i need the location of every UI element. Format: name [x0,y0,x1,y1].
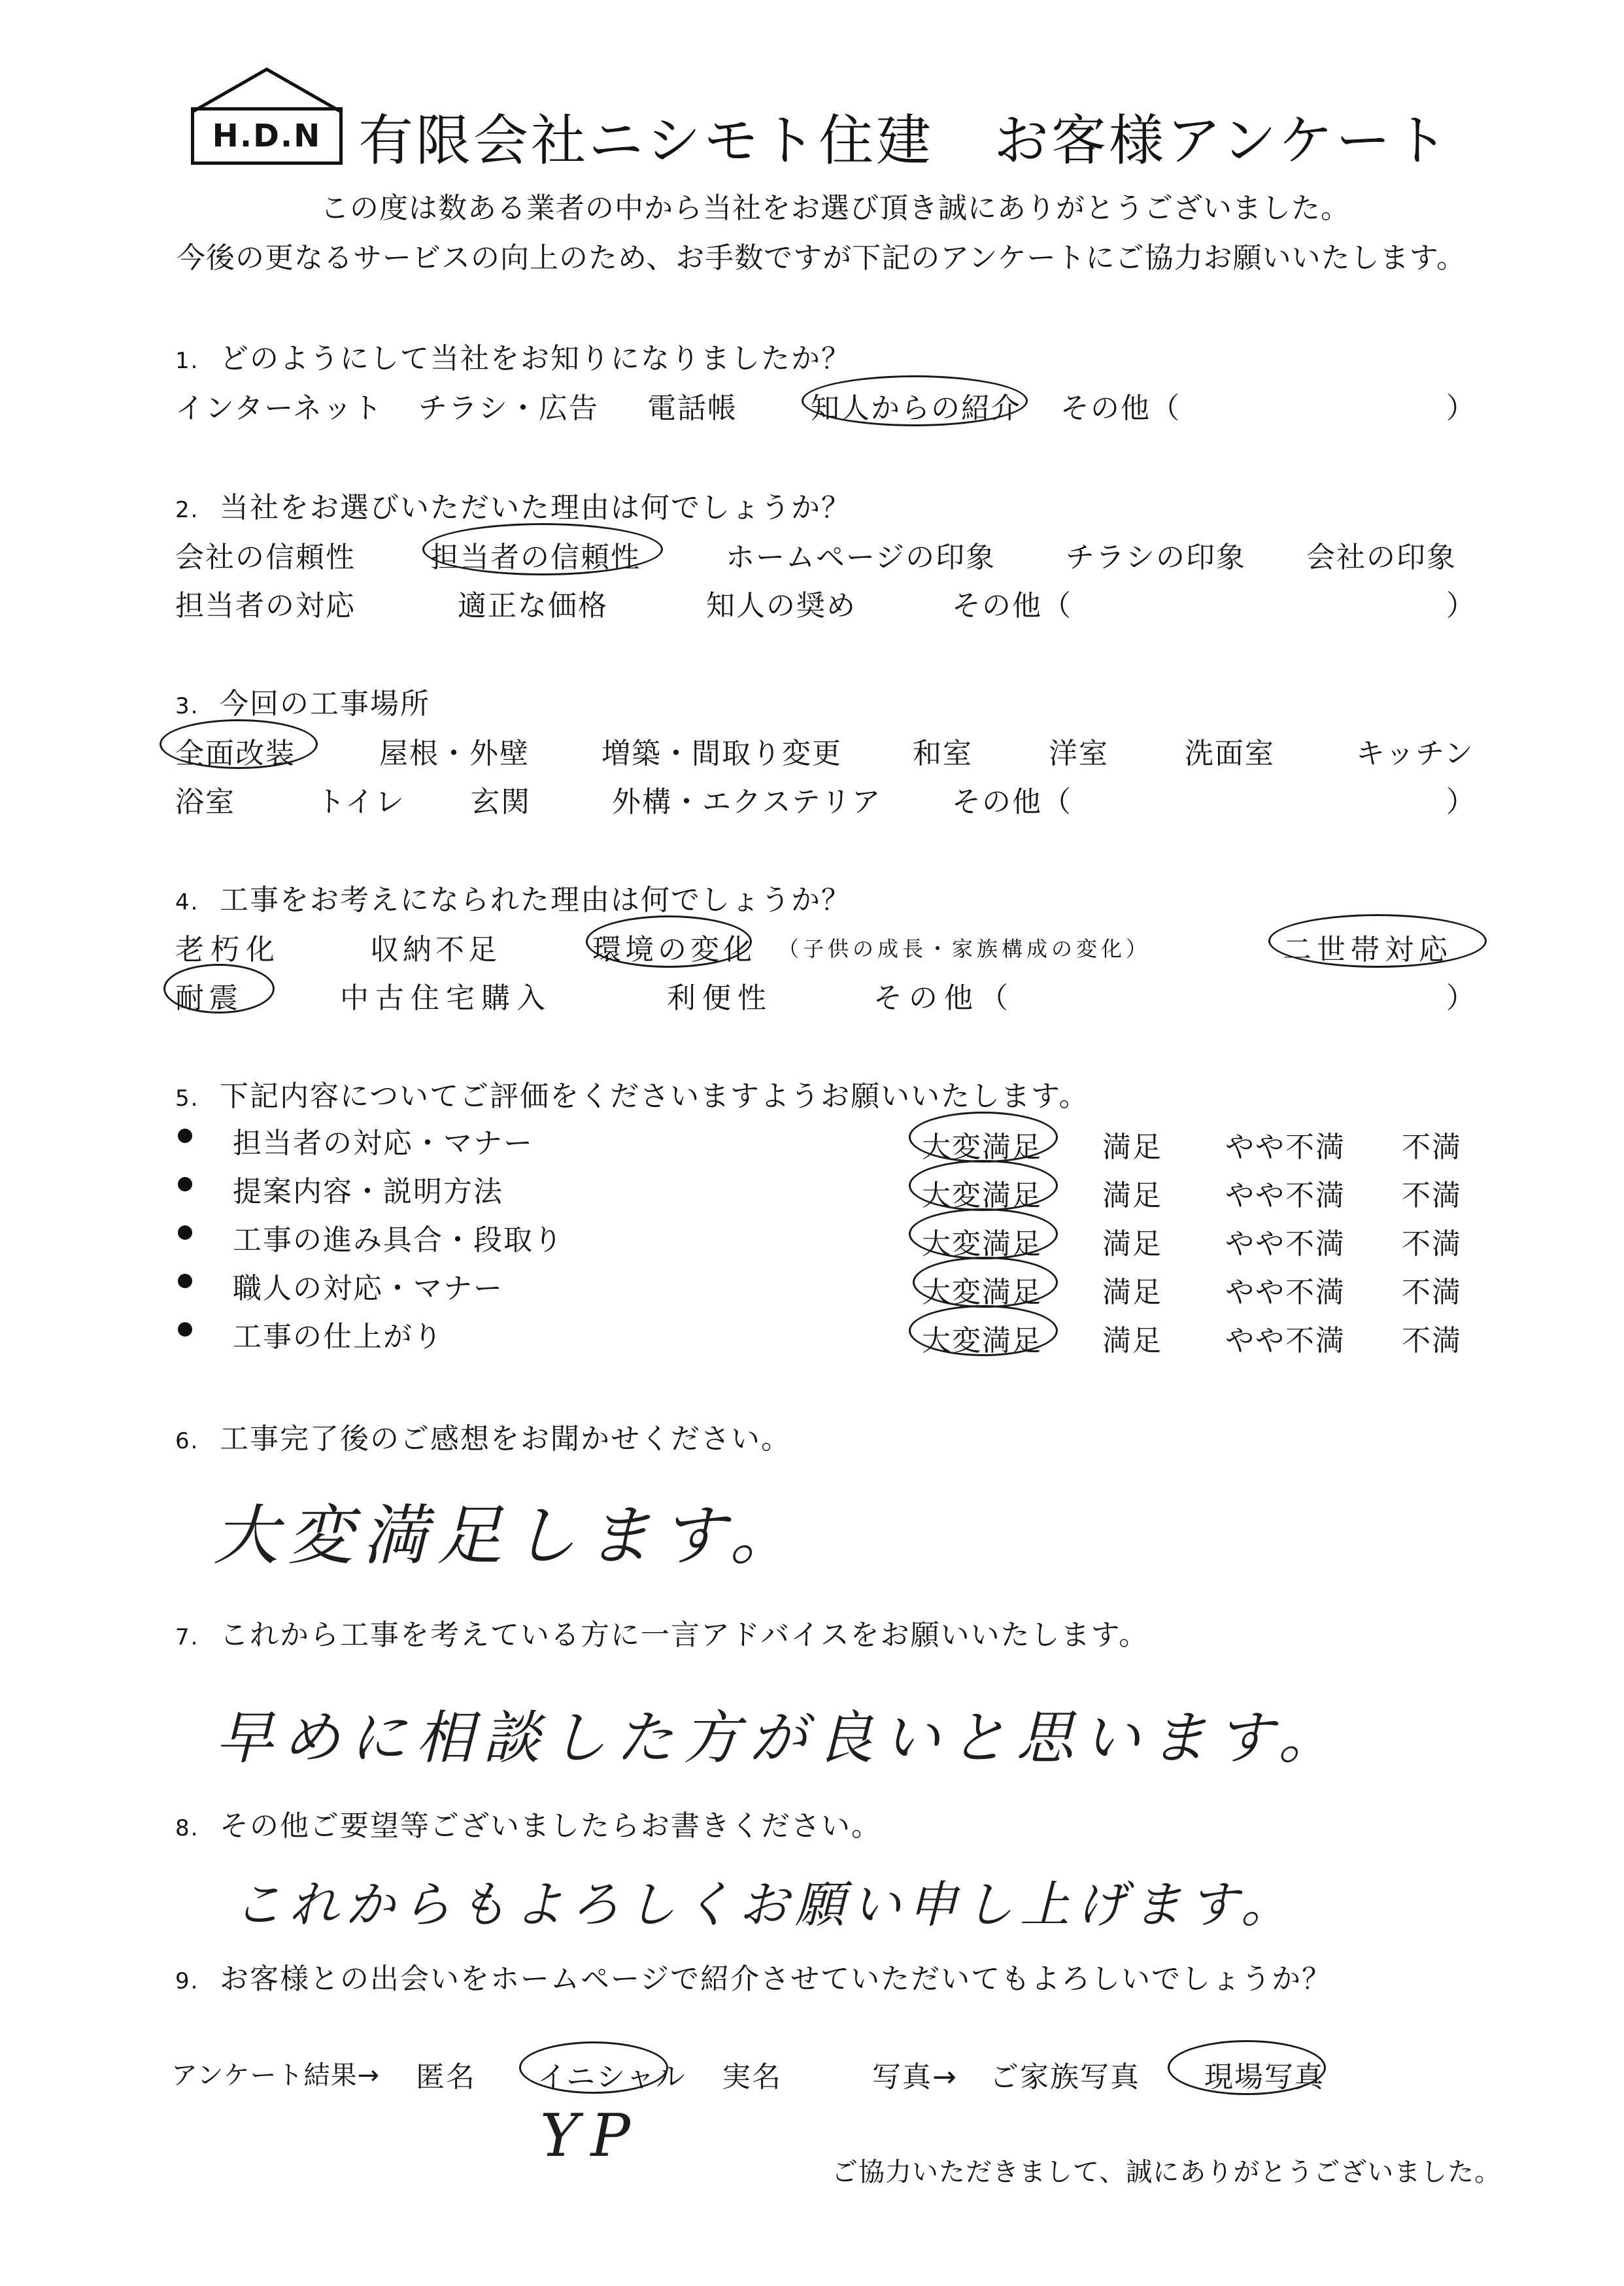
q1-option[interactable]: 電話帳 [647,392,737,425]
q3-question [175,680,430,722]
q4-selection-circle-1 [586,915,752,968]
q6-number: 6. [175,1428,199,1454]
rating-selection-circle [909,1112,1058,1163]
q7-question [175,1611,1149,1653]
q2-number: 2. [175,497,199,523]
q4-option[interactable]: 収納不足 [370,933,501,966]
rating-selection-circle [909,1208,1058,1259]
closing-message: ご協力いただきまして、誠にありがとうございました。 [832,2157,1502,2187]
q4-option[interactable]: 老朽化 [175,933,281,966]
rating-somewhat-dissatisfied[interactable]: やや不満 [1225,1179,1345,1212]
rating-dissatisfied[interactable]: 不満 [1402,1179,1462,1212]
q5-text: 下記内容についてご評価をくださいますようお願いいたします。 [220,1080,1089,1113]
q5-number: 5. [175,1085,199,1112]
bullet-icon [178,1177,192,1191]
q3-option[interactable]: 洗面室 [1185,737,1275,770]
q4-option-selected[interactable]: 耐震 [175,981,243,1015]
rating-very-satisfied-selected[interactable]: 大変満足 [922,1131,1042,1164]
rating-very-satisfied-selected[interactable]: 大変満足 [922,1324,1042,1357]
rating-dissatisfied[interactable]: 不満 [1402,1324,1462,1357]
q4-selection-circle-3 [163,964,275,1014]
q3-option[interactable]: 外構・エクステリア [612,785,882,819]
q5-item: 提案内容・説明方法 [233,1175,503,1208]
q5-item: 職人の対応・マナー [233,1272,503,1305]
paren-close: ） [1446,392,1476,425]
q4-option-note: （子供の成長・家族構成の変化） [778,936,1151,961]
q3-option[interactable]: キッチン [1356,737,1474,770]
q9-photo-option[interactable]: ご家族写真 [990,2060,1140,2094]
q9-photo-label: 写真→ [872,2060,958,2094]
q3-text: 今回の工事場所 [220,687,430,721]
rating-satisfied[interactable]: 満足 [1102,1276,1162,1309]
rating-selection-circle [909,1160,1058,1211]
q3-option-other[interactable]: その他（ [952,785,1072,819]
rating-satisfied[interactable]: 満足 [1102,1131,1162,1164]
rating-dissatisfied[interactable]: 不満 [1402,1131,1462,1164]
q4-option-selected[interactable]: 二世帯対応 [1283,933,1453,966]
intro-line-1: この度は数ある業者の中から当社をお選び頂き誠にありがとうございました。 [320,192,1350,225]
paren-close: ） [1446,589,1476,623]
bullet-icon [178,1129,192,1143]
q7-text: これから工事を考えている方に一言アドバイスをお願いいたします。 [220,1618,1149,1652]
q1-option-other[interactable]: その他（ [1060,392,1181,425]
q6-handwritten-answer: 大変満足します。 [213,1497,804,1574]
q2-option[interactable]: 会社の印象 [1306,541,1457,574]
q2-option[interactable]: ホームページの印象 [726,541,996,574]
q1-selection-circle [802,375,1028,426]
q9-result-label: アンケート結果→ [171,2060,381,2090]
q4-option-other[interactable]: その他（ [873,981,1015,1015]
q4-option[interactable]: 中古住宅購入 [340,981,552,1015]
rating-very-satisfied-selected[interactable]: 大変満足 [922,1227,1042,1261]
rating-very-satisfied-selected[interactable]: 大変満足 [922,1179,1042,1212]
q3-option-selected[interactable]: 全面改装 [175,737,296,770]
q2-option[interactable]: チラシの印象 [1066,541,1246,574]
q3-option[interactable]: トイレ [316,785,405,819]
bullet-icon [178,1274,192,1288]
q3-number: 3. [175,693,199,719]
q8-handwritten-answer: これからもよろしくお願い申し上げます。 [233,1875,1297,1934]
rating-satisfied[interactable]: 満足 [1102,1227,1162,1261]
rating-dissatisfied[interactable]: 不満 [1402,1276,1462,1309]
q9-selection-circle-2 [1168,2040,1326,2095]
q4-question [175,876,851,918]
house-roof-icon [191,65,343,112]
q5-item: 担当者の対応・マナー [233,1127,533,1160]
q1-number: 1. [175,348,199,374]
q8-number: 8. [175,1815,199,1841]
q3-option[interactable]: 屋根・外壁 [379,737,530,770]
q6-question [175,1415,791,1457]
q1-text: どのようにして当社をお知りになりましたか？ [220,342,851,375]
q2-option[interactable]: 担当者の対応 [175,589,356,623]
q9-handwritten-initials: YP [540,2102,642,2170]
q1-option-selected[interactable]: 知人からの紹介 [811,392,1021,425]
q9-number: 9. [175,1968,199,1994]
q5-item: 工事の進み具合・段取り [233,1223,564,1257]
q7-number: 7. [175,1624,199,1650]
q2-option[interactable]: 会社の信頼性 [175,541,356,574]
q9-name-option-selected[interactable]: イニシャル [537,2060,686,2094]
q3-option[interactable]: 和室 [913,737,973,770]
q9-text: お客様との出会いをホームページで紹介させていただいてもよろしいでしょうか？ [220,1962,1332,1996]
rating-satisfied[interactable]: 満足 [1102,1179,1162,1212]
company-name: 有限会社ニシモト住建 [358,109,934,173]
q2-option-other[interactable]: その他（ [952,589,1072,623]
rating-somewhat-dissatisfied[interactable]: やや不満 [1225,1324,1345,1357]
logo-text: H.D.N [191,107,343,165]
q1-option[interactable]: チラシ・広告 [418,392,599,425]
rating-satisfied[interactable]: 満足 [1102,1324,1162,1357]
q4-text: 工事をお考えになられた理由は何でしょうか？ [220,883,851,917]
q2-question [175,484,851,526]
q2-option[interactable]: 適正な価格 [458,589,608,623]
q6-text: 工事完了後のご感想をお聞かせください。 [220,1422,791,1456]
rating-somewhat-dissatisfied[interactable]: やや不満 [1225,1227,1345,1261]
bullet-icon [178,1225,192,1240]
q5-item: 工事の仕上がり [233,1320,443,1354]
q4-option[interactable]: 利便性 [667,981,773,1015]
rating-somewhat-dissatisfied[interactable]: やや不満 [1225,1131,1345,1164]
q2-text: 当社をお選びいただいた理由は何でしょうか？ [220,491,851,524]
rating-selection-circle [909,1305,1058,1356]
q3-option[interactable]: 玄関 [471,785,531,819]
company-logo [191,65,343,165]
q4-selection-circle-2 [1268,914,1487,968]
q3-option[interactable]: 洋室 [1049,737,1109,770]
page-title: お客様アンケート [994,109,1451,173]
q7-handwritten-answer: 早めに相談した方が良いと思います。 [216,1704,1345,1771]
q8-question [175,1802,881,1844]
q2-selection-circle [422,523,663,575]
paren-close: ） [1446,785,1476,819]
q9-selection-circle-1 [519,2041,668,2094]
q5-question [175,1072,1089,1114]
q4-number: 4. [175,889,199,915]
q8-text: その他ご要望等ございましたらお書きください。 [220,1809,881,1843]
q2-option-selected[interactable]: 担当者の信頼性 [430,541,641,574]
rating-very-satisfied-selected[interactable]: 大変満足 [922,1276,1042,1309]
paren-close: ） [1446,981,1476,1015]
q4-option-selected[interactable]: 環境の変化 [592,933,756,966]
rating-dissatisfied[interactable]: 不満 [1402,1227,1462,1261]
rating-selection-circle [913,1257,1058,1308]
q1-option[interactable]: インターネット [175,392,384,425]
bullet-icon [178,1322,192,1337]
q2-option[interactable]: 知人の奨め [706,589,856,623]
q3-option[interactable]: 増築・間取り変更 [601,737,842,770]
q9-question [175,1955,1332,1997]
q9-name-option[interactable]: 匿名 [416,2060,476,2094]
q3-selection-circle [160,719,318,769]
q1-question [175,335,851,377]
rating-somewhat-dissatisfied[interactable]: やや不満 [1225,1276,1345,1309]
q9-photo-option-selected[interactable]: 現場写真 [1204,2060,1325,2094]
q9-name-option[interactable]: 実名 [722,2060,782,2094]
q3-option[interactable]: 浴室 [175,785,235,819]
intro-line-2: 今後の更なるサービスの向上のため、お手数ですが下記のアンケートにご協力お願いいたします。 [177,241,1466,275]
